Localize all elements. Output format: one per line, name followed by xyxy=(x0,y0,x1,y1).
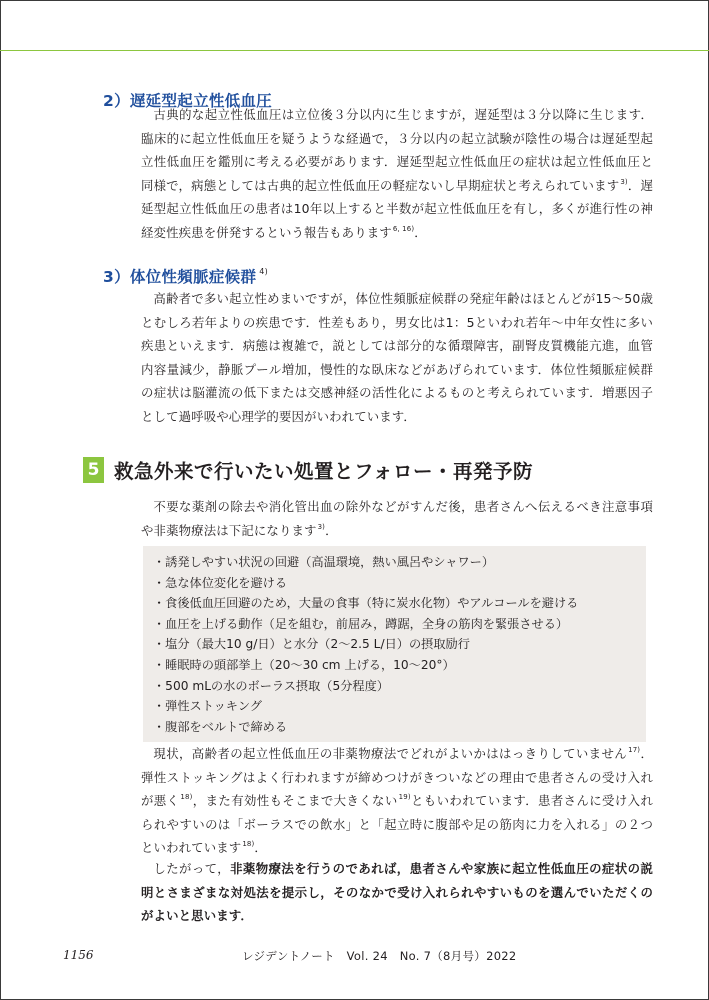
citation: 3) xyxy=(620,177,628,186)
list-item: ・睡眠時の頭部挙上（20〜30 cm 上げる，10〜20°） xyxy=(153,657,455,672)
citation: 19) xyxy=(398,793,411,801)
paragraph-current-status: 現状，高齢者の起立性低血圧の非薬物療法でどれがよいかははっきりしていません$^{17)}$．弾性ストッキングはよく行われますが締めつけがきついなどの理由で患者さんの受け入れが悪く$^{18)}$，また有効性もそこまで大きくない$^{19)}$ともいわれています．患者さんに受け入れられやすいのは「ボーラスでの飲水」と「起立時に腹部や足の筋肉に力を入れる」の２つといわれています$^{18)}$． xyxy=(141,746,654,855)
paragraph-conclusion: したがって，非薬物療法を行うのであれば，患者さんや家族に起立性低血圧の症状の説明とさまざまな対処法を提示し，そのなかで受け入れられやすいものを選んでいただくのがよいと思います． xyxy=(141,861,653,923)
list-item: ・腹部をベルトで締める xyxy=(153,719,288,734)
citation: 6, 16) xyxy=(392,224,415,233)
citation: 4) xyxy=(259,267,269,276)
list-item: ・急な体位変化を避ける xyxy=(153,575,288,590)
page-number: 1156 xyxy=(63,948,94,962)
section-number-badge: 5 xyxy=(83,457,104,483)
subsection-heading-delayed-oh: 2）遅延型起立性低血圧 xyxy=(103,92,273,110)
list-item: ・500 mLの水のボーラス摂取（5分程度） xyxy=(153,678,389,693)
list-item: ・血圧を上げる動作（足を組む，前屈み，蹲踞，全身の筋肉を緊張させる） xyxy=(153,616,569,631)
paragraph-intro-measures: 不要な薬剤の除去や消化管出血の除外などがすんだ後，患者さんへ伝えるべき注意事項や非薬物療法は下記になります$^{3)}$． xyxy=(141,499,653,538)
section-title: 救急外来で行いたい処置とフォロー・再発予防 xyxy=(114,460,534,483)
header-rule xyxy=(0,50,709,51)
citation: 18) xyxy=(242,840,255,848)
list-item: ・塩分（最大10 g/日）と水分（2〜2.5 L/日）の摂取励行 xyxy=(153,637,470,652)
list-item: ・誘発しやすい状況の回避（高温環境，熱い風呂やシャワー） xyxy=(153,555,495,569)
paragraph-pots: 高齢者で多い起立性めまいですが，体位性頻脈症候群の発症年齢はほとんどが15〜50歳とむしろ若年よりの疾患です．性差もあり，男女比は1：5といわれ若年〜中年女性に多い疾患といえます．病態は複雑で，説としては部分的な循環障害，副腎皮質機能亢進，血管内容量減少，静脈プール増加，慢性的な臥床などがあげられています．体位性頻脈症候群の症状は脳灌流の低下または交感神経の活性化によるものと考えられています．増悪因子として過呼吸や心理学的要因がいわれています． xyxy=(141,291,653,424)
measures-list xyxy=(143,546,646,737)
citation: 3) xyxy=(317,522,326,531)
measures-box xyxy=(143,546,646,742)
subsection-heading-pots: 3）体位性頻脈症候群 $^{4)}$ xyxy=(103,267,269,286)
list-item: ・弾性ストッキング xyxy=(153,699,262,714)
list-item: ・食後低血圧回避のため，大量の食事（特に炭水化物）やアルコールを避ける xyxy=(153,596,579,611)
paragraph-delayed-oh: 古典的な起立性低血圧は立位後３分以内に生じますが，遅延型は３分以降に生じます．臨床的に起立性低血圧を疑うような経過で，３分以内の起立試験が陰性の場合は遅延型起立性低血圧を鑑別に考える必要があります．遅延型起立性低血圧の症状は起立性低血圧と同様で，病態としては古典的起立性低血圧の軽症ないし早期症状と考えられています$^{3)}$．遅延型起立性低血圧の患者は10年以上すると半数が起立性低血圧を有し，多くが進行性の神経変性疾患を併発するという報告もあります$^{6, 16)}$． xyxy=(141,107,653,240)
journal-footer: レジデントノート Vol. 24 No. 7（8月号）2022 xyxy=(242,949,517,963)
citation: 18) xyxy=(180,793,193,801)
emphasis-text: 非薬物療法を行うのであれば，患者さんや家族に起立性低血圧の症状の説明とさまざまな対処法を提示し，そのなかで受け入れられやすいものを選んでいただくのがよいと思います． xyxy=(141,861,653,923)
citation: 17) xyxy=(628,746,641,754)
